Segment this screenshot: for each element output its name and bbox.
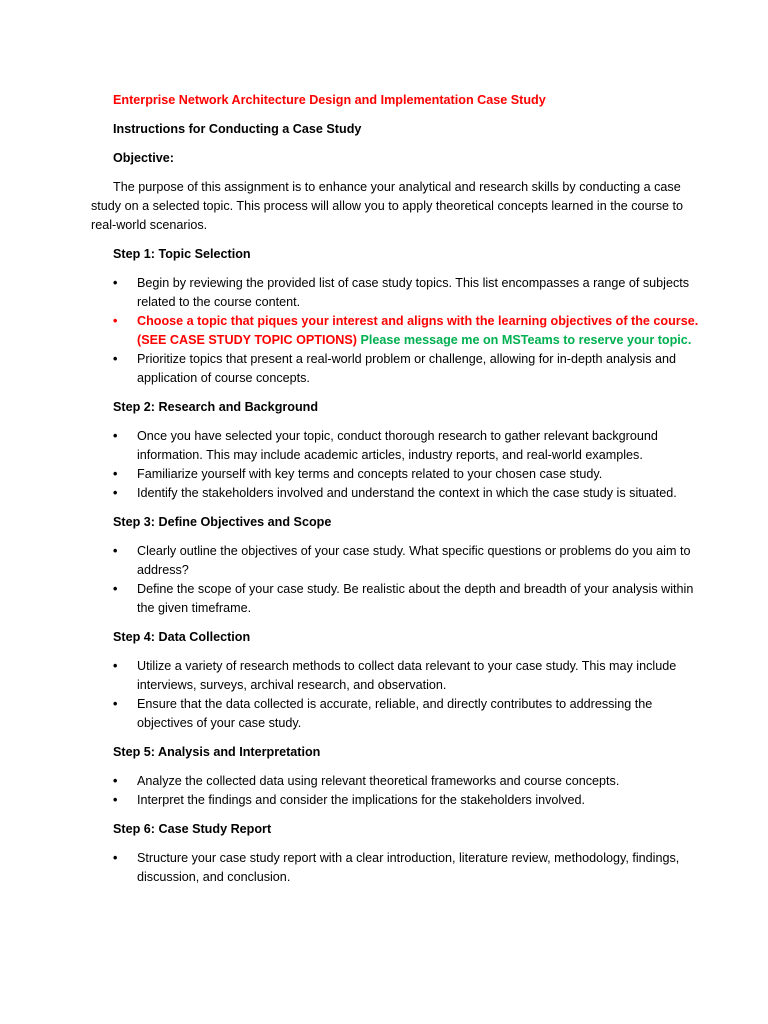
list-item [91, 772, 700, 791]
list-item-text: Interpret the findings and consider the implications for the stakeholders involved. [137, 793, 586, 807]
list-item [91, 274, 700, 312]
list-item [91, 849, 700, 887]
bullet-icon: • [113, 793, 118, 807]
list-item [91, 484, 700, 503]
step6-heading: Step 6: Case Study Report [113, 822, 272, 836]
list-item-text: Structure your case study report with a clear introduction, literature review, methodology, findings, discussion, and conclusion. [137, 851, 680, 884]
bullet-icon: • [113, 659, 118, 673]
list-item [91, 312, 700, 350]
list-item-text: Clearly outline the objectives of your case study. What specific questions or problems do you aim to address? [137, 544, 691, 577]
step2-list [91, 427, 700, 503]
step1-heading: Step 1: Topic Selection [113, 247, 251, 261]
list-item [91, 695, 700, 733]
list-item [91, 542, 700, 580]
document-title: Enterprise Network Architecture Design and Implementation Case Study [113, 93, 546, 107]
step5-list [91, 772, 700, 810]
highlight-green-text: Please message me on MSTeams to reserve your topic. [360, 333, 692, 347]
step4-list [91, 657, 700, 733]
list-item [91, 465, 700, 484]
list-item [91, 657, 700, 695]
bullet-icon: • [113, 429, 118, 443]
bullet-icon: • [113, 544, 118, 558]
bullet-icon: • [113, 276, 118, 290]
step3-heading: Step 3: Define Objectives and Scope [113, 515, 332, 529]
step6-list [91, 849, 700, 887]
step2-heading: Step 2: Research and Background [113, 400, 319, 414]
list-item-text: Define the scope of your case study. Be realistic about the depth and breadth of your analysis within the given timeframe. [137, 582, 694, 615]
highlight-red-text: Choose a topic that piques your interest and aligns with the learning objectives of the course. (SEE CASE STUDY TOPIC OPTIONS) [137, 314, 699, 347]
bullet-icon: • [113, 774, 118, 788]
list-item-text: Identify the stakeholders involved and understand the context in which the case study is situated. [137, 486, 677, 500]
objective-heading: Objective: [113, 151, 174, 165]
bullet-icon: • [113, 851, 118, 865]
list-item-text: Ensure that the data collected is accurate, reliable, and directly contributes to addressing the objectives of your case study. [137, 697, 653, 730]
document-subtitle: Instructions for Conducting a Case Study [113, 122, 362, 136]
bullet-icon: • [113, 467, 118, 481]
list-item [91, 580, 700, 618]
bullet-icon: • [113, 352, 118, 366]
list-item-text: Prioritize topics that present a real-world problem or challenge, allowing for in-depth analysis and application of course concepts. [137, 352, 677, 385]
list-item [91, 791, 700, 810]
bullet-icon: • [113, 582, 118, 596]
list-item [91, 427, 700, 465]
step5-heading: Step 5: Analysis and Interpretation [113, 745, 321, 759]
bullet-icon: • [113, 697, 118, 711]
bullet-icon: • [113, 314, 118, 328]
list-item-text: Begin by reviewing the provided list of case study topics. This list encompasses a range of subjects related to the course content. [137, 276, 690, 309]
list-item [91, 350, 700, 388]
step4-heading: Step 4: Data Collection [113, 630, 251, 644]
list-item-text: Once you have selected your topic, conduct thorough research to gather relevant background information. This may include academic articles, industry reports, and real-world examples. [137, 429, 658, 462]
list-item-text: Familiarize yourself with key terms and concepts related to your chosen case study. [137, 467, 603, 481]
step1-list [91, 274, 700, 388]
list-item-text: Utilize a variety of research methods to collect data relevant to your case study. This may include interviews, surveys, archival research, and observation. [137, 659, 677, 692]
list-item-text: Analyze the collected data using relevant theoretical frameworks and course concepts. [137, 774, 620, 788]
bullet-icon: • [113, 486, 118, 500]
objective-paragraph: The purpose of this assignment is to enhance your analytical and research skills by conducting a case study on a selected topic. This process will allow you to apply theoretical concepts learned in the course to real-world scenarios. [91, 180, 683, 232]
step3-list [91, 542, 700, 618]
